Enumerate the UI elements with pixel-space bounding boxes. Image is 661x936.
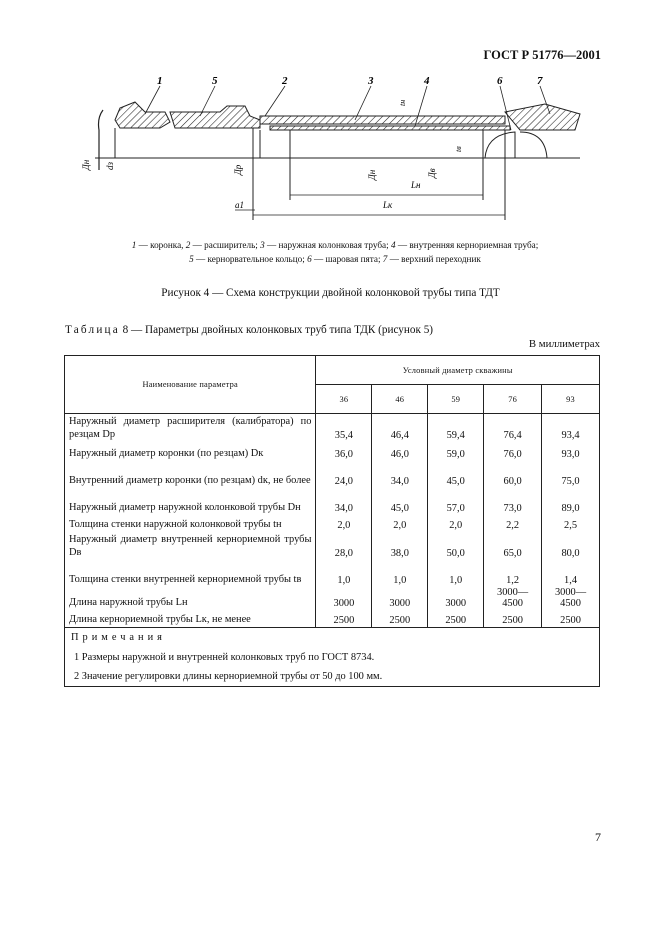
callout-2: 2 bbox=[282, 75, 288, 87]
legend-number: 4 bbox=[390, 240, 396, 250]
dim-dp: Др bbox=[233, 164, 243, 175]
param-value: 2,0 bbox=[316, 515, 372, 532]
reamer-section bbox=[170, 106, 260, 128]
col-header-name: Наименование параметра bbox=[65, 356, 316, 414]
param-value: 75,0 bbox=[542, 461, 600, 488]
param-name: Внутренний диаметр коронки (по резцам) dк, не более bbox=[65, 461, 316, 488]
param-value: 2500 bbox=[372, 610, 428, 627]
param-value: 38,0 bbox=[372, 532, 428, 560]
note-item: 2 Значение регулировки длины кернориемной трубы от 50 до 100 мм. bbox=[74, 670, 383, 682]
param-name: Наружный диаметр внутренней кернориемной трубы Dв bbox=[65, 532, 316, 560]
param-value: 1,0 bbox=[316, 560, 372, 587]
callout-5: 5 bbox=[212, 75, 218, 87]
param-name: Толщина стенки внутренней кернориемной трубы tв bbox=[65, 560, 316, 587]
param-value: 45,0 bbox=[428, 461, 484, 488]
param-value: 2500 bbox=[542, 610, 600, 627]
param-value: 46,4 bbox=[372, 414, 428, 443]
dim-dn: Дн bbox=[367, 169, 377, 180]
param-value: 3000 bbox=[316, 587, 372, 610]
col-header-diameter: 59 bbox=[428, 385, 484, 414]
table-row bbox=[65, 414, 600, 443]
table-row bbox=[65, 442, 600, 461]
dim-lk: Lк bbox=[383, 200, 393, 210]
figure-legend bbox=[70, 238, 600, 266]
inner-tube-section bbox=[270, 126, 510, 130]
param-name: Наружный диаметр коронки (по резцам) Dк bbox=[65, 442, 316, 461]
param-value: 80,0 bbox=[542, 532, 600, 560]
param-value: 65,0 bbox=[484, 532, 542, 560]
dim-dv: Дв bbox=[427, 168, 437, 178]
param-value: 73,0 bbox=[484, 488, 542, 515]
dim-tv: tв bbox=[454, 146, 463, 152]
param-value: 45,0 bbox=[372, 488, 428, 515]
param-value: 1,0 bbox=[372, 560, 428, 587]
param-value: 60,0 bbox=[484, 461, 542, 488]
param-name: Длина кернориемной трубы Lк, не менее bbox=[65, 610, 316, 627]
param-value: 59,0 bbox=[428, 442, 484, 461]
legend-number: 6 bbox=[307, 254, 312, 264]
legend-text: — верхний переходник bbox=[387, 254, 481, 264]
dim-tn: tн bbox=[398, 99, 407, 106]
table-row bbox=[65, 488, 600, 515]
param-value: 2500 bbox=[428, 610, 484, 627]
document-code-header: ГОСТ Р 51776—2001 bbox=[483, 48, 601, 62]
notes-row bbox=[65, 627, 600, 686]
table-row bbox=[65, 461, 600, 488]
dim-dz: dз bbox=[105, 161, 115, 170]
param-value: 2500 bbox=[484, 610, 542, 627]
col-header-diameter: 76 bbox=[484, 385, 542, 414]
outer-tube-section bbox=[260, 116, 505, 124]
legend-number: 5 bbox=[189, 254, 194, 264]
param-value: 2500 bbox=[316, 610, 372, 627]
table-row bbox=[65, 532, 600, 560]
units-note: В миллиметрах bbox=[528, 338, 600, 350]
callout-7: 7 bbox=[537, 75, 543, 87]
legend-text: — кернорвательное кольцо; bbox=[193, 254, 308, 264]
legend-text: — внутренняя кернориемная труба; bbox=[395, 240, 539, 250]
param-value: 93,0 bbox=[542, 442, 600, 461]
top-sub-section bbox=[505, 104, 580, 130]
legend-text: — коронка, bbox=[136, 240, 186, 250]
callout-1: 1 bbox=[157, 75, 163, 87]
param-value: 2,0 bbox=[372, 515, 428, 532]
param-value: 36,0 bbox=[316, 442, 372, 461]
param-value: 2,0 bbox=[428, 515, 484, 532]
param-value: 89,0 bbox=[542, 488, 600, 515]
dim-dk: Дн bbox=[81, 159, 91, 170]
param-value: 46,0 bbox=[372, 442, 428, 461]
col-header-diameter: 36 bbox=[316, 385, 372, 414]
param-value: 2,2 bbox=[484, 515, 542, 532]
param-name: Длина наружной трубы Lн bbox=[65, 587, 316, 610]
callout-6: 6 bbox=[497, 75, 503, 87]
legend-number: 3 bbox=[260, 240, 265, 250]
param-name: Наружный диаметр расширителя (калибратора) по резцам Dр bbox=[65, 414, 316, 443]
table-row bbox=[65, 515, 600, 532]
param-value: 1,0 bbox=[428, 560, 484, 587]
ball-seat bbox=[485, 132, 515, 158]
param-value: 2,5 bbox=[542, 515, 600, 532]
table-title: Таблица 8 — Параметры двойных колонковых труб типа ТДК (рисунок 5) bbox=[65, 324, 434, 336]
param-value: 1,2 bbox=[484, 560, 542, 587]
table-row bbox=[65, 610, 600, 627]
dim-a1: a1 bbox=[235, 200, 244, 210]
param-value: 76,4 bbox=[484, 414, 542, 443]
legend-number: 1 bbox=[131, 240, 137, 250]
param-value: 1,4 bbox=[542, 560, 600, 587]
param-value: 50,0 bbox=[428, 532, 484, 560]
note-item: 1 Размеры наружной и внутренней колонковых труб по ГОСТ 8734. bbox=[74, 651, 375, 663]
param-value: 3000—4500 bbox=[542, 587, 600, 610]
legend-text: — шаровая пята; bbox=[311, 254, 383, 264]
table-row bbox=[65, 587, 600, 610]
param-value: 57,0 bbox=[428, 488, 484, 515]
parameters-table bbox=[64, 355, 600, 687]
legend-number: 7 bbox=[382, 254, 388, 264]
crown-section bbox=[115, 102, 170, 128]
figure-caption: Рисунок 4 — Схема конструкции двойной колонковой трубы типа ТДТ bbox=[161, 287, 500, 299]
col-header-diameter: 93 bbox=[542, 385, 600, 414]
param-value: 34,0 bbox=[372, 461, 428, 488]
param-value: 34,0 bbox=[316, 488, 372, 515]
param-value: 24,0 bbox=[316, 461, 372, 488]
callout-4: 4 bbox=[424, 75, 430, 87]
callout-3: 3 bbox=[368, 75, 374, 87]
param-value: 93,4 bbox=[542, 414, 600, 443]
param-name: Толщина стенки наружной колонковой трубы tн bbox=[65, 515, 316, 532]
tube-construction-drawing bbox=[75, 70, 595, 230]
param-value: 3000 bbox=[372, 587, 428, 610]
param-value: 35,4 bbox=[316, 414, 372, 443]
param-value: 76,0 bbox=[484, 442, 542, 461]
param-value: 59,4 bbox=[428, 414, 484, 443]
dim-ln: Lн bbox=[411, 180, 421, 190]
legend-number: 2 bbox=[185, 240, 191, 250]
col-header-diameter: 46 bbox=[372, 385, 428, 414]
param-name: Наружный диаметр наружной колонковой трубы Dн bbox=[65, 488, 316, 515]
param-value: 28,0 bbox=[316, 532, 372, 560]
param-value: 3000—4500 bbox=[484, 587, 542, 610]
legend-text: — наружная колонковая труба; bbox=[264, 240, 391, 250]
page-number: 7 bbox=[595, 830, 601, 844]
param-value: 3000 bbox=[428, 587, 484, 610]
legend-text: — расширитель; bbox=[190, 240, 261, 250]
notes-title: Примечания bbox=[71, 631, 166, 643]
col-header-group: Условный диаметр скважины bbox=[316, 356, 600, 385]
table-row bbox=[65, 560, 600, 587]
